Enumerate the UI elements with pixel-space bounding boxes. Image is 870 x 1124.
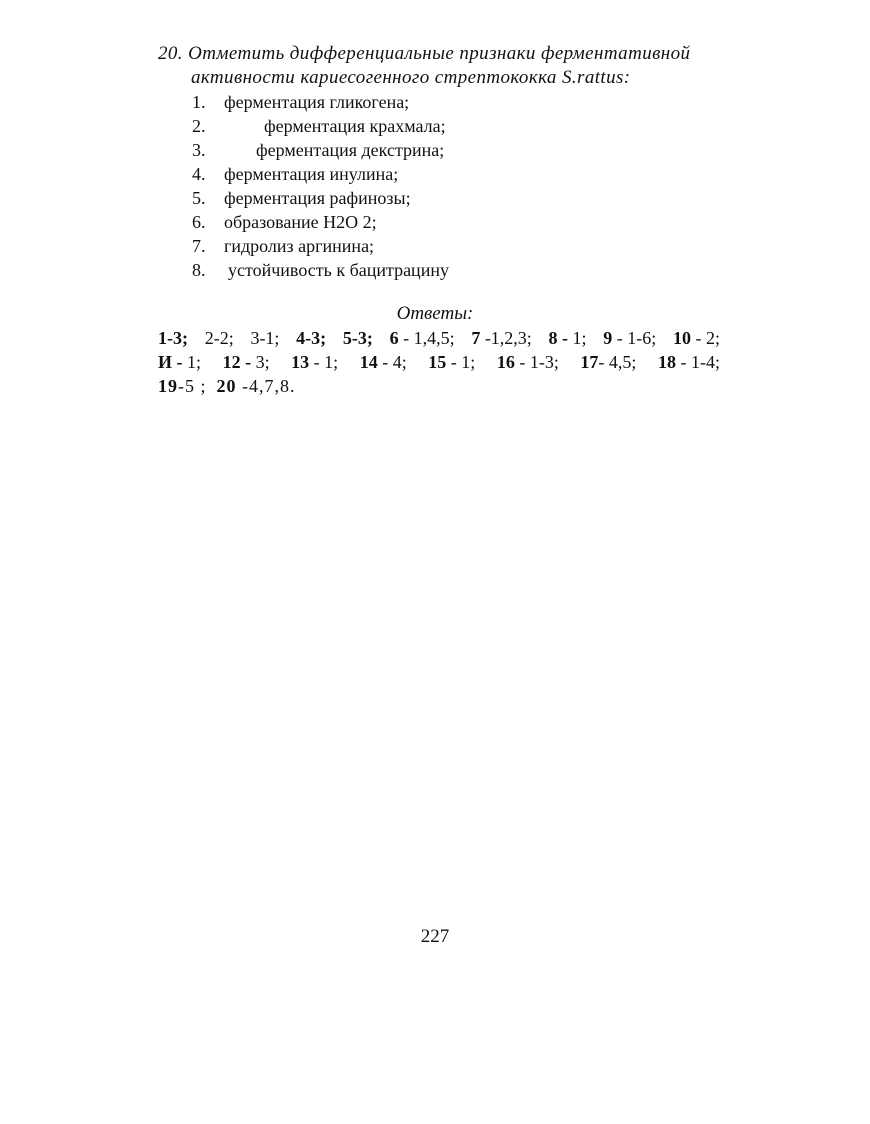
- option-number: 7.: [192, 236, 206, 256]
- answers-line-2: [158, 350, 720, 374]
- question-line-1: 20. Отметить дифференциальные признаки ферментативной: [158, 43, 691, 64]
- answer-key: 9: [603, 328, 613, 348]
- option-text: устойчивость к бацитрацину: [228, 260, 449, 280]
- answer-value: - 1-3;: [519, 352, 559, 372]
- answer-key: 19: [158, 376, 178, 396]
- option-text: ферментация крахмала;: [264, 116, 446, 136]
- option-item: [192, 258, 449, 282]
- answer-key: 10: [672, 328, 691, 348]
- answer-item: [291, 350, 338, 374]
- answer-key: 18: [657, 352, 676, 372]
- answer-value: 3;: [255, 352, 270, 372]
- answer-key: 8 -: [548, 328, 569, 348]
- answers-line-1: [158, 326, 720, 350]
- answer-item: [223, 350, 270, 374]
- answer-item: [497, 350, 559, 374]
- answer-value: 1;: [572, 328, 587, 348]
- option-number: 3.: [192, 140, 206, 160]
- answer-value: 1;: [187, 352, 202, 372]
- option-number: 4.: [192, 164, 206, 184]
- answer-key: 13: [291, 352, 310, 372]
- option-number: 2.: [192, 116, 206, 136]
- option-item: [192, 186, 449, 210]
- answers-heading: Ответы:: [396, 303, 474, 324]
- option-item: [192, 210, 449, 234]
- answer-key: 7: [471, 328, 481, 348]
- answer-item: [360, 350, 407, 374]
- answer-key: 6: [389, 328, 399, 348]
- answer-value: -4,7,8.: [242, 376, 296, 396]
- answer-key: 1-3;: [158, 328, 188, 348]
- answer-item: [428, 350, 475, 374]
- answer-item: [658, 350, 720, 374]
- option-item: [192, 90, 449, 114]
- answer-key: 5-3;: [342, 328, 373, 348]
- answer-key: 15: [428, 352, 447, 372]
- option-text: ферментация рафинозы;: [224, 188, 411, 208]
- answer-value: - 2;: [695, 328, 720, 348]
- answer-key: 4-3;: [296, 328, 327, 348]
- answer-item: [217, 374, 296, 398]
- answer-item: [390, 326, 455, 350]
- answer-item: [471, 326, 532, 350]
- answer-item: [673, 326, 720, 350]
- option-text: образование Н2О 2;: [224, 212, 377, 232]
- answer-value: 3-1;: [250, 328, 280, 348]
- question-line-2: активности кариесогенного стрептококка S.rattus:: [191, 67, 631, 88]
- answer-key: 17: [580, 352, 599, 372]
- option-text: гидролиз аргинина;: [224, 236, 375, 256]
- answer-value: - 1-4;: [680, 352, 720, 372]
- option-text: ферментация декстрина;: [256, 140, 445, 160]
- answer-value: - 1;: [450, 352, 476, 372]
- answer-item: [158, 326, 188, 350]
- answer-key: 12 -: [222, 352, 252, 372]
- answer-item: [343, 326, 373, 350]
- option-number: 8.: [192, 260, 206, 280]
- answer-value: - 1;: [313, 352, 339, 372]
- answer-item: [549, 326, 587, 350]
- answer-key: 14: [359, 352, 378, 372]
- answer-options-list: [192, 90, 449, 282]
- answer-key: 20: [216, 376, 237, 396]
- option-item: [192, 138, 449, 162]
- answers-block: [158, 326, 720, 398]
- answer-value: - 1-6;: [616, 328, 657, 348]
- question-20: [158, 42, 728, 90]
- option-item: [192, 114, 449, 138]
- option-number: 6.: [192, 212, 206, 232]
- answer-value: -5 ;: [178, 376, 207, 396]
- answer-value: - 1,4,5;: [403, 328, 455, 348]
- answer-item: [250, 326, 279, 350]
- answer-value: -1,2,3;: [484, 328, 532, 348]
- answer-value: 2-2;: [204, 328, 234, 348]
- answer-item: [158, 374, 207, 398]
- page-number: 227: [420, 926, 450, 947]
- option-text: ферментация гликогена;: [224, 92, 410, 112]
- option-number: 1.: [192, 92, 206, 112]
- option-number: 5.: [192, 188, 206, 208]
- answer-value: - 4,5;: [598, 352, 637, 372]
- option-item: [192, 234, 449, 258]
- answer-item: [296, 326, 326, 350]
- answer-item: [205, 326, 234, 350]
- answer-value: - 4;: [382, 352, 407, 372]
- answer-item: [158, 350, 201, 374]
- answer-item: [580, 350, 636, 374]
- answer-key: И -: [158, 352, 183, 372]
- answers-line-3: [158, 374, 720, 398]
- option-text: ферментация инулина;: [224, 164, 399, 184]
- answer-item: [603, 326, 656, 350]
- answer-key: 16: [496, 352, 515, 372]
- option-item: [192, 162, 449, 186]
